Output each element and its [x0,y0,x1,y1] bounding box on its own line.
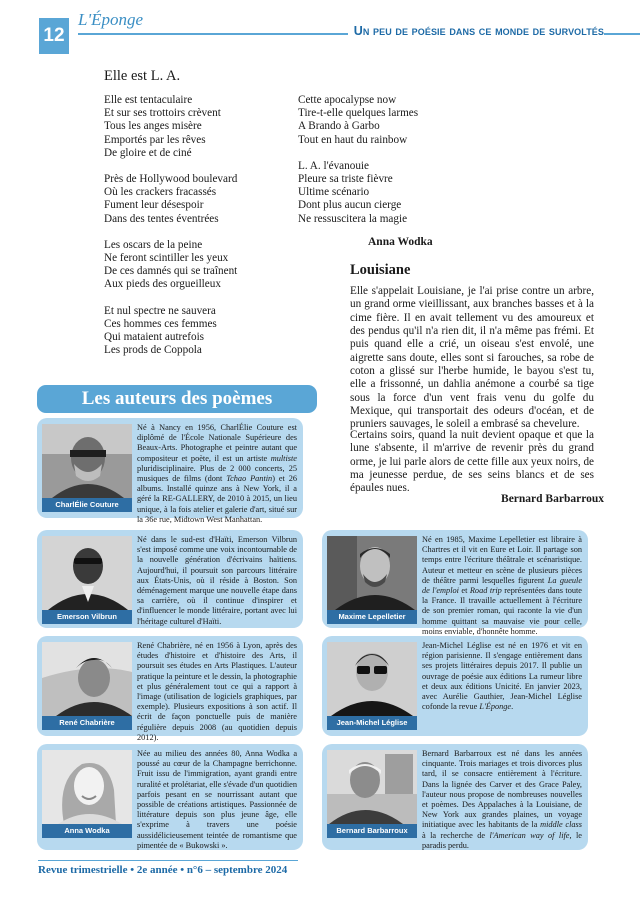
poem-verse: Dont plus aucun cierge [298,199,402,212]
author-name: Emerson Vilbrun [42,610,132,624]
bio-text: ) et 26 albums. Installé quinze ans à New York, il a géré la RE-GALLERY, de 2010 à 2015, un lieu unique, à la fois atelier et galerie d'art, situé sur la 36e rue, Midtown West Manhattan. [137,474,298,524]
prose-paragraph-2: Certains soirs, quand la nuit devient opaque et que la lune s'absente, il m'arrive de revenir près du grand orme, je lui parle alors de cette fille aux yeux noirs, de ma jeunesse perdue, de ses seins blancs et de ses épaules nues. [350,429,594,495]
author-name: CharlÉlie Couture [42,498,132,512]
poem-left-column [104,94,237,370]
bio-text: . [511,702,514,712]
poem-verse: Fument leur désespoir [104,199,204,212]
author-name: Jean-Michel Léglise [327,716,417,730]
author-photo [327,642,417,716]
author-card [37,530,303,628]
poem-stanza [298,94,418,147]
magazine-logo: L'Éponge [78,10,144,29]
bio-text: représentées dans toute la France. Il travaille actuellement à l'écriture de son premier roman, qui raconte la vie d'un homme quittant sa mauvaise vie pour celle, moins enviable, d'honnête homme. [422,586,582,636]
author-bio [137,423,297,525]
author-name: Bernard Barbarroux [327,824,417,838]
author-photo [42,424,132,498]
poem-stanza [104,239,237,292]
poem-verse: De gloire et de ciné [104,146,192,159]
bio-text: Né en 1985, Maxime Lepelletier est libraire à Chartres et il vit en Eure et Loir. Il partage son temps entre l'écriture théâtrale et scénaristique. Auteur et metteur en scène de plusieurs pièces de théâtre parmi lesquelles figurent [422,535,582,585]
author-name: Maxime Lepelletier [327,610,417,624]
poem-verse: Près de Hollywood boulevard [104,173,238,186]
prose-author: Bernard Barbarroux [501,493,604,505]
author-card [37,744,303,850]
author-photo [42,750,132,824]
poem-verse: Cette apocalypse now [298,94,397,106]
bio-text: et [458,586,470,596]
poem-stanza [104,173,237,226]
poem-verse: Tout en haut du rainbow [298,133,408,146]
bio-text: L'Éponge [479,702,512,712]
author-card [322,530,588,636]
bio-text: Jean-Michel Léglise est né en 1976 et vit en région parisienne. Il s'engage entièrement dans ses projets littéraires depuis 2017. Il publie un ouvrage de poésie aux éditions La rumeur libre et deux aux éditions Unicité. En janvier 2023, avec Aurélie Gauthier, Jean-Michel Léglise cofonde la revue [422,641,582,712]
poem-verse: Aux pieds des orgueilleux [104,278,221,291]
author-card [37,418,303,524]
bio-text: multiste [270,453,297,463]
poem-verse: Ces hommes ces femmes [104,317,217,330]
poem-verse: Qui mataient autrefois [104,331,205,344]
poem-verse: Tous les anges misère [104,120,202,133]
author-card [322,636,588,736]
poem-stanza [104,305,237,358]
poem-stanza [298,160,418,226]
author-bio [137,641,297,743]
author-bio [137,535,297,627]
poem-verse: Dans des tentes éventrées [104,212,219,225]
bio-text: Né à Nancy en 1956, CharlÉlie Couture est diplômé de l'École Nationale Supérieure des Beaux-Arts. Photographe et peintre autant que compositeur et poète, il est un artiste [137,423,297,463]
author-name: Anna Wodka [42,824,132,838]
section-title: Les auteurs des poèmes [81,388,273,409]
poem-verse: Pleure sa triste fièvre [298,173,393,186]
bio-text: middle class [540,820,582,830]
poem-author: Anna Wodka [368,236,433,248]
poem-verse: Les oscars de la peine [104,238,203,251]
poem-title: Elle est L. A. [104,68,181,84]
bio-text: Né dans le sud-est d'Haïti, Emerson Vilbrun s'est imposé comme une voix incontournable de la nouvelle génération d'écrivains haïtiens. Aujourd'hui, il poursuit son parcours littéraire aux États-Unis, où il réside à Boston. Son déménagement marque une nouvelle étape dans sa carrière, où il continue d'inspirer et d'influencer le monde littéraire, portant avec lui l'héritage culturel d'Haïti. [137,535,297,626]
bio-text: à la recherche de [422,830,490,840]
poem-right-column [298,94,418,239]
poem-verse: Emportés par les rêves [104,133,206,146]
section-banner [37,385,317,413]
poem-verse: Les prods de Coppola [104,344,202,357]
author-bio [422,641,582,712]
poem-verse: Et nul spectre ne sauvera [104,304,216,317]
running-title: Un peu de poésie dans ce monde de survoltés [348,24,604,38]
bio-text: La gueule de l'emploi [422,575,583,596]
poem-verse: A Brando à Garbo [298,120,380,133]
author-name: René Chabrière [42,716,132,730]
footer-text: Revue trimestrielle • 2e année • n°6 – septembre 2024 [38,864,288,876]
author-photo [42,642,132,716]
bio-text: Bernard Barbarroux est né dans les années cinquante. Trois mariages et trois divorces plus tard, il se consacre entièrement à l'écriture. Dans la lignée des Carver et des Grace Paley, l'auteur nous propose de nombreuses nouvelles et poèmes. Des Appalaches à la Louisiane, de New York aux grandes plaines, un voyage initiatique avec les habitants de la [422,749,582,830]
author-card [322,744,588,850]
poem-verse: Où les crackers fracassés [104,186,217,199]
bio-text: Née au milieu des années 80, Anna Wodka a poussé au cœur de la Champagne berrichonne. Fruit issu de l'immigration, ayant grandi entre ruralité et prolétariat, elle s'évade d'un quotidien parfois pesant en se nourrissant autant que possible de créations artistiques. Passionnée de littérature depuis son plus jeune âge, elle s'exprime à travers une poésie aussidélicieusement teintée de romantisme que pimentée de « Bukowski ». [137,749,297,850]
author-bio [422,749,582,851]
bio-text: René Chabrière, né en 1956 à Lyon, après des études d'histoire et d'histoire des Arts, il poursuit ses études en Arts Plastiques. L'auteur pratique la peinture et le dessin, la photographie et plus généralement tout ce qui a rapport à l'image (utilisation de logiciels graphiques, par exemple). Plusieurs expositions à son actif. Il écrit de façon ponctuelle puis de manière régulière depuis 2008 (au quotidien depuis 2012). [137,641,297,742]
author-photo [327,536,417,610]
author-card [37,636,303,742]
poem-verse: Ne feront scintiller les yeux [104,252,229,265]
poem-verse: Elle est tentaculaire [104,94,193,106]
bio-text: Road trip [469,586,502,596]
prose-paragraph-1: Elle s'appelait Louisiane, je l'ai prise contre un arbre, un grand orme vieillissant, aux branches basses et à la cime fière. Il en avait tellement vu des amoureux et des pendus qu'il n'a rien dit, il n'a même pas frémi. Et puis quand elle a crié, un oiseau s'est envolé, une aigrette sans doute, elles sont si farouches, sa robe de coton a glissé sur l'herbe humide, le bayou s'est tu, elle a frissonné, un dahlia anémone a courbé sa tige sous la force d'un vent frais venu du golfe du Mexique, qui transportait des odeurs d'océan, et de pruniers sauvages, le soleil a embrasé sa chevelure. [350,285,594,431]
bio-text: Tchao Pantin [226,474,273,484]
bio-text: l'American way of life [489,830,570,840]
bio-text: pluridisciplinaire. Plus de 2 000 concerts, 25 musiques de films (dont [137,463,297,484]
page-number: 12 [39,18,69,54]
footer-rule [38,860,298,861]
author-photo [327,750,417,824]
poem-verse: Ultime scénario [298,186,370,199]
poem-stanza [104,94,237,160]
poem-verse: Et sur ses trottoirs crèvent [104,107,221,120]
poem-verse: De ces damnés qui se traînent [104,265,238,278]
author-bio [422,535,582,637]
poem-verse: L. A. l'évanouie [298,159,369,172]
poem-verse: Ne ressuscitera la magie [298,212,408,225]
author-photo [42,536,132,610]
prose-title: Louisiane [350,262,411,278]
author-bio [137,749,297,851]
poem-verse: Tire-t-elle quelques larmes [298,107,419,120]
bio-text: , le paradis perdu. [422,830,582,850]
